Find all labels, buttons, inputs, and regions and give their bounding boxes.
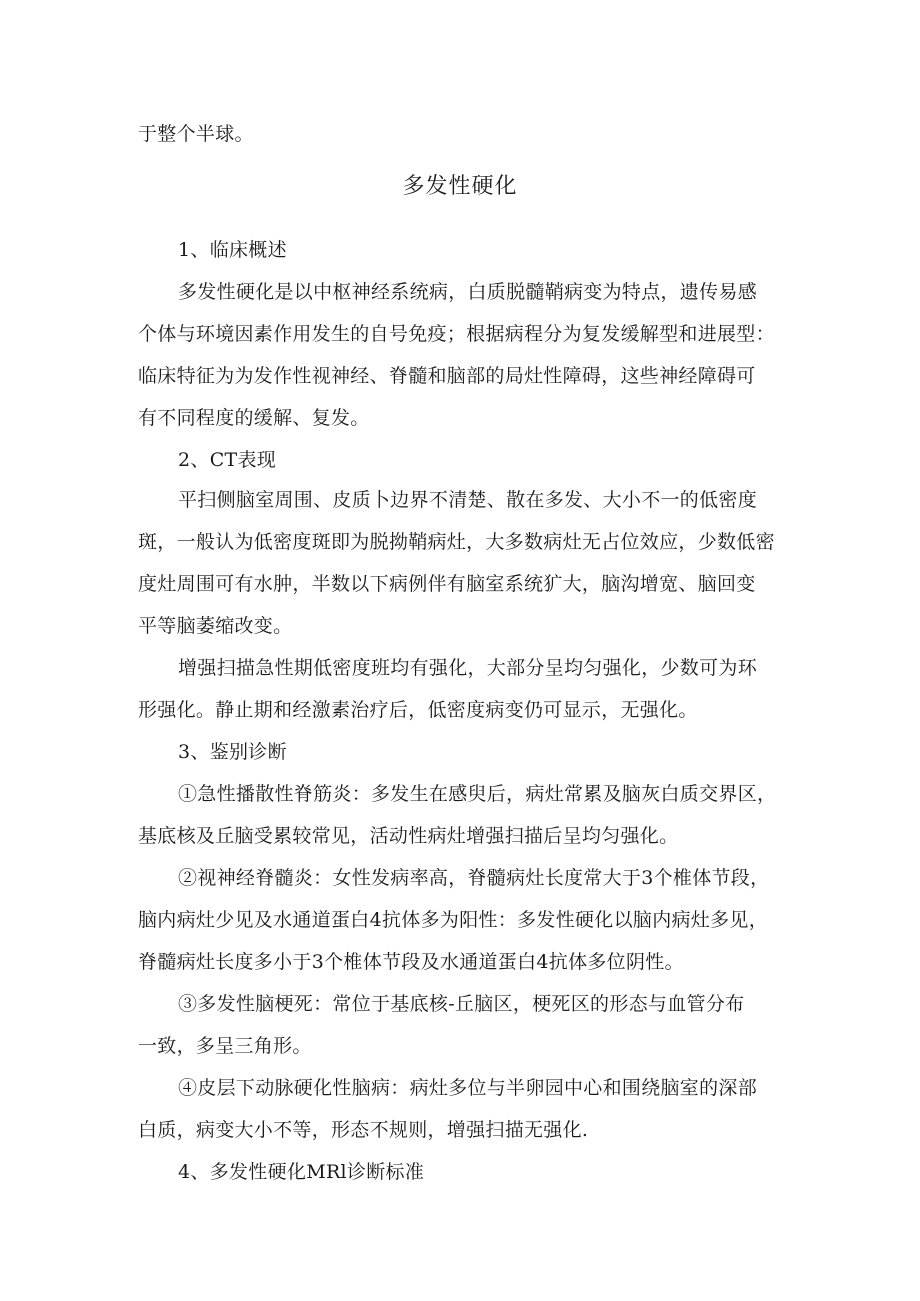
section-heading-ct-findings: 2、CT表现 (178, 449, 277, 471)
paragraph-line: 脑内病灶少见及水通道蛋白4抗体多为阳性：多发性硬化以脑内病灶多见， (138, 909, 768, 931)
section-heading-clinical-overview: 1、临床概述 (178, 239, 287, 261)
paragraph-line: 斑，一般认为低密度斑即为脱拗鞘病灶，大多数病灶无占位效应，少数低密 (138, 531, 775, 553)
continuation-text: 于整个半球。 (138, 123, 254, 145)
paragraph-line: 增强扫描急性期低密度班均有强化，大部分呈均匀强化，少数可为环 (178, 657, 758, 679)
paragraph-line: 有不同程度的缓解、复发。 (138, 407, 370, 429)
paragraph-line: 形强化。静止期和经激素治疗后，低密度病变仍可显示，无强化。 (138, 699, 698, 721)
paragraph-line: ④皮层下动脉硬化性脑病：病灶多位与半卵园中心和围绕脑室的深部 (178, 1077, 758, 1099)
paragraph-line: 一致，多呈三角形。 (138, 1035, 312, 1057)
paragraph-line: 平扫侧脑室周围、皮质卜边界不清楚、散在多发、大小不一的低密度 (178, 489, 758, 511)
page-title: 多发性硬化 (402, 174, 518, 199)
paragraph-line: 个体与环境因素作用发生的自号免疫；根据病程分为复发缓解型和进展型： (138, 323, 775, 345)
paragraph-line: 脊髓病灶长度多小于3个椎体节段及水通道蛋白4抗体多位阴性。 (138, 951, 684, 973)
paragraph-line: 白质，病变大小不等，形态不规则，增强扫描无强化. (138, 1119, 589, 1141)
paragraph-line: 临床特征为为发作性视神经、脊髓和脑部的局灶性障碍，这些神经障碍可 (138, 365, 756, 387)
paragraph-line: 度灶周围可有水肿，半数以下病例伴有脑室系统犷大，脑沟增宽、脑回变 (138, 573, 756, 595)
section-heading-differential-diagnosis: 3、鉴别诊断 (178, 741, 287, 763)
paragraph-line: ②视神经脊髓炎：女性发病率高，脊髓病灶长度常大于3个椎体节段， (178, 867, 770, 889)
paragraph-line: 多发性硬化是以中枢神经系统病，白质脱髓鞘病变为特点，遗传易感 (178, 281, 758, 303)
paragraph-line: ①急性播散性脊筋炎：多发生在感臾后，病灶常累及脑灰白质交界区， (178, 783, 777, 805)
section-heading-mri-criteria: 4、多发性硬化MRl诊断标准 (178, 1161, 425, 1183)
paragraph-line: 平等脑萎缩改变。 (138, 615, 293, 637)
paragraph-line: ③多发性脑梗死：常位于基底核-丘脑区，梗死区的形态与血管分布 (178, 993, 745, 1015)
paragraph-line: 基底核及丘脑受累较常见，活动性病灶增强扫描后呈均匀强化。 (138, 825, 679, 847)
